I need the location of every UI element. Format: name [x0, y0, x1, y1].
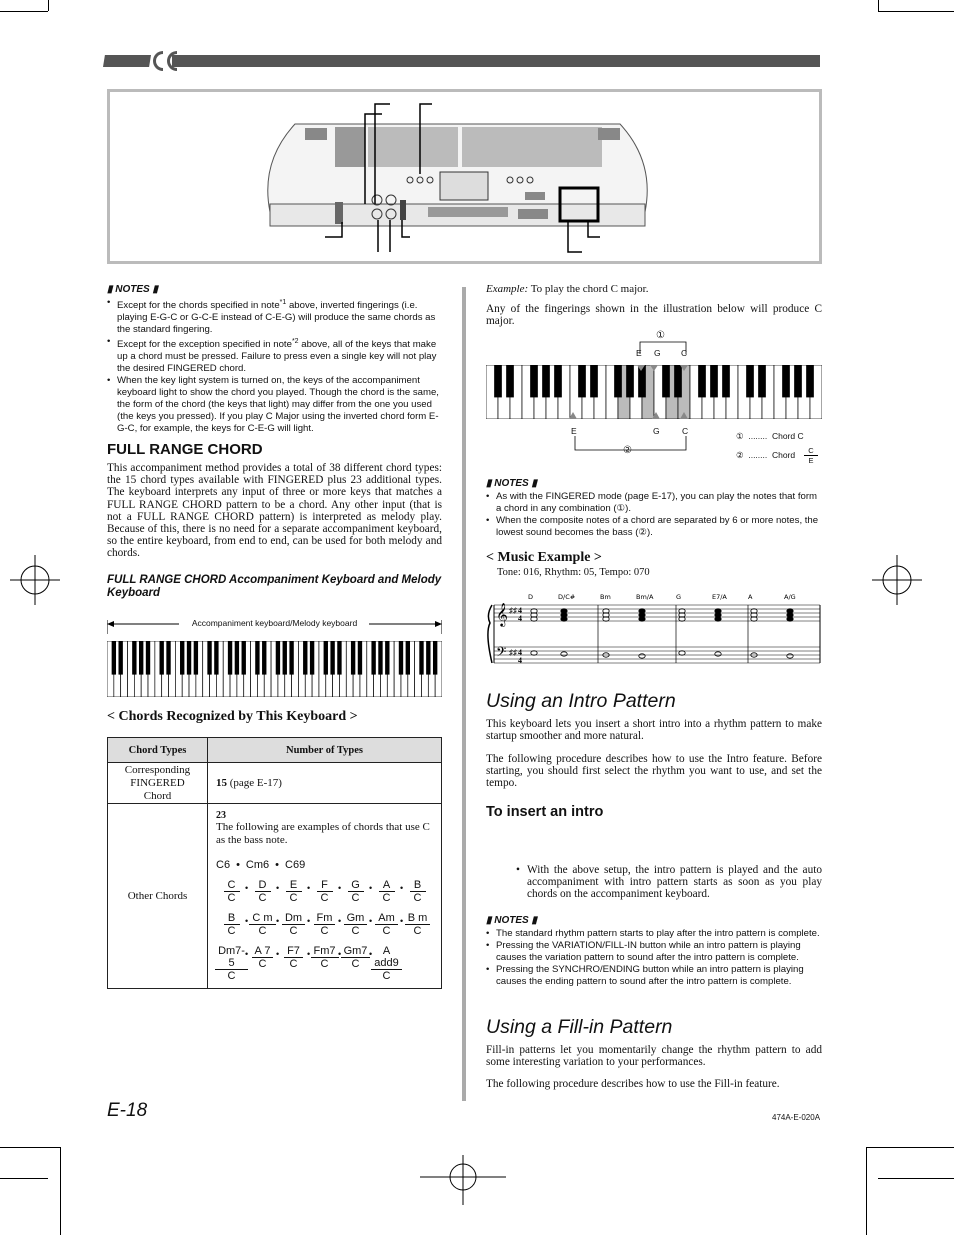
note-head	[715, 617, 721, 621]
black-key	[626, 365, 634, 397]
table-header: Number of Types	[208, 738, 442, 763]
black-key	[433, 641, 437, 675]
chord-fraction: $\frac{F7}{C}$	[278, 945, 309, 982]
black-key	[494, 365, 502, 397]
full-keyboard	[107, 641, 442, 697]
chord-fraction: $\frac{B}{C}$	[216, 912, 247, 937]
black-key	[578, 365, 586, 397]
legend-1: ① ........ Chord C	[736, 431, 804, 441]
black-key	[132, 641, 136, 675]
black-key	[146, 641, 150, 675]
bass-note	[715, 652, 721, 656]
section-title: FULL RANGE CHORD	[107, 441, 263, 458]
chord-symbol: E7/A	[712, 593, 727, 601]
black-key	[337, 641, 341, 675]
black-key	[303, 641, 307, 675]
fill-title: Using a Fill-in Pattern	[486, 1016, 673, 1038]
crop-mark	[60, 1147, 61, 1235]
key-signature: ♯♯	[509, 648, 517, 657]
black-key	[324, 641, 328, 675]
music-score	[486, 585, 822, 675]
example-line: Example: To play the chord C major.	[486, 283, 649, 295]
registration-mark	[10, 555, 60, 605]
black-key	[426, 641, 430, 675]
black-key	[698, 365, 706, 397]
notes-heading: ▮ NOTES ▮	[486, 915, 538, 926]
note-item: • Pressing the SYNCHRO/ENDING button while an intro pattern is playing causes the ending pattern to sound after the intro pattern is complete.	[486, 964, 822, 988]
marker-2: ②	[623, 445, 632, 456]
c-major-keyboard	[486, 365, 822, 419]
black-key	[358, 641, 362, 675]
crop-mark	[866, 1147, 867, 1235]
chord-fraction: $\frac{\text{B m}}{C}$	[402, 912, 433, 937]
black-key	[255, 641, 259, 675]
bass-note	[787, 654, 793, 658]
chord-fraction: $\frac{Fm}{C}$	[309, 912, 340, 937]
black-key	[638, 365, 646, 397]
notes-list	[486, 491, 822, 539]
note-item: • The standard rhythm pattern starts to play after the intro pattern is complete.	[486, 928, 822, 940]
black-key	[330, 641, 334, 675]
black-key	[187, 641, 191, 675]
bass-note	[531, 651, 537, 655]
other-desc: The following are examples of chords that use C as the bass note.	[216, 821, 430, 846]
black-key	[139, 641, 143, 675]
chord-fraction: $\frac{E}{C}$	[278, 879, 309, 904]
intro-p1: This keyboard lets you insert a short intro into a rhythm pattern to make startup smoother and more natural.	[486, 718, 822, 743]
black-key	[782, 365, 790, 397]
time-signature: 4	[518, 606, 522, 615]
notes-list	[486, 928, 822, 988]
black-key	[371, 641, 375, 675]
black-key	[758, 365, 766, 397]
chord-symbol: G	[676, 593, 682, 601]
chord-fraction: $\frac{C}{C}$	[216, 879, 247, 904]
black-key	[746, 365, 754, 397]
chord-fraction: $\frac{\text{A add9}}{C}$	[371, 945, 402, 982]
chord-line-4: $\frac{Dm7-5}{C}$ • $\frac{A 7}{C}$ • $\frac{F7}{C}$ • $\frac{Fm7}{C}$ • $\frac{Gm7}{C}$ • $\frac{\text{A add9}}{C}$	[216, 945, 433, 982]
chord-symbol: D	[528, 593, 534, 601]
black-key	[614, 365, 622, 397]
black-key	[289, 641, 293, 675]
notes-list	[107, 297, 443, 435]
crop-mark	[0, 1147, 60, 1148]
chord-symbol: A/G	[784, 593, 796, 601]
notes-heading: ▮ NOTES ▮	[486, 478, 538, 489]
chord-symbol: C6	[216, 859, 231, 871]
chord-symbol: C69	[285, 859, 306, 871]
chord-line-3: $\frac{B}{C}$ • $\frac{\text{C m}}{C}$ • $\frac{Dm}{C}$ • $\frac{Fm}{C}$ • $\frac{Gm}{C}$ • $\frac{Am}{C}$ • $\frac{\text{B m}}{C}$	[216, 912, 433, 937]
black-key	[112, 641, 116, 675]
black-key	[214, 641, 218, 675]
table-cell: Corresponding FINGERED Chord	[108, 763, 208, 804]
table-cell: 15 (page E-17)	[208, 763, 442, 804]
keyboard-panel-illustration	[107, 89, 822, 264]
legend-2: ② ........ Chord	[736, 450, 796, 460]
black-key	[554, 365, 562, 397]
note-label: E	[571, 426, 577, 436]
fill-p1: Fill-in patterns let you momentarily change the rhythm pattern to add some interesting variation to your performances.	[486, 1044, 822, 1069]
black-key	[385, 641, 389, 675]
black-key	[118, 641, 122, 675]
brace	[488, 605, 492, 663]
note-label: G	[654, 348, 661, 358]
marker-1: ①	[656, 330, 665, 341]
time-signature: 4	[518, 656, 522, 665]
chord-fraction: $\frac{Fm7}{C}$	[309, 945, 340, 982]
panel-drawing	[110, 92, 819, 261]
header-bar-left	[103, 55, 151, 67]
note-head	[787, 617, 793, 621]
chord-fraction: $\frac{F}{C}$	[309, 879, 340, 904]
c-major-figure	[486, 330, 822, 470]
kb-label: Accompaniment keyboard/Melody keyboard	[191, 618, 358, 628]
crop-mark	[0, 1178, 48, 1179]
chord-symbol: Bm	[600, 593, 611, 601]
chord-fraction: $\frac{A}{C}$	[371, 879, 402, 904]
black-key	[242, 641, 246, 675]
bass-note	[679, 651, 685, 655]
black-key	[794, 365, 802, 397]
black-key	[542, 365, 550, 397]
bass-clef: 𝄢	[496, 644, 507, 663]
black-key	[351, 641, 355, 675]
chord-fraction: $\frac{Gm}{C}$	[340, 912, 371, 937]
music-heading: < Music Example >	[486, 550, 602, 565]
black-key	[406, 641, 410, 675]
black-key	[166, 641, 170, 675]
note-item: • When the key light system is turned on, the keys of the accompaniment keyboard light to show the chord you played. Though the chord is the same, the form of the chord (the keys that light) may differ from the one you used (the keys you pressed). If you play C Major using the inverted chord form E-G-C, for example, the keys for C-E-G will light.	[107, 375, 443, 435]
page-number: E-18	[107, 1100, 148, 1121]
chords-heading: < Chords Recognized by This Keyboard >	[107, 709, 358, 724]
note-item: • Pressing the VARIATION/FILL-IN button while an intro pattern is playing causes the variation pattern to sound after the intro pattern is complete.	[486, 940, 822, 964]
bracket-bottom	[486, 420, 726, 460]
note-label: C	[681, 348, 688, 358]
black-key	[662, 365, 670, 397]
header-ornament	[153, 51, 163, 71]
note-label: C	[682, 426, 689, 436]
chord-line-2: $\frac{C}{C}$ • $\frac{D}{C}$ • $\frac{E}{C}$ • $\frac{F}{C}$ • $\frac{G}{C}$ • $\frac{A}{C}$ • $\frac{B}{C}$	[216, 879, 433, 904]
black-key	[228, 641, 232, 675]
black-key	[262, 641, 266, 675]
note-item: • Except for the chords specified in note$^{*1}$ above, inverted fingerings (i.e. playing E-G-C or G-C-E instead of C-E-G) will produce the same chords as the standard fingering.	[107, 297, 443, 336]
bass-note	[561, 652, 567, 656]
black-key	[207, 641, 211, 675]
intro-p2: The following procedure describes how to use the Intro feature. Before starting, you should first select the rhythm you want to use, and set the tempo.	[486, 753, 822, 790]
example-text: Any of the fingerings shown in the illustration below will produce C major.	[486, 303, 822, 328]
crop-mark	[866, 1147, 954, 1148]
black-key	[283, 641, 287, 675]
insert-bullet: • With the above setup, the intro pattern is played and the auto accompaniment with intro pattern starts as soon as you play chords on the accompaniment keyboard.	[516, 864, 822, 901]
bass-note	[639, 654, 645, 658]
registration-mark	[420, 1155, 506, 1205]
black-key	[806, 365, 814, 397]
header-bar	[172, 55, 820, 67]
chord-symbol: Bm/A	[636, 593, 654, 601]
note-item: • When the composite notes of a chord are separated by 6 or more notes, the lowest sound becomes the bass (②).	[486, 515, 822, 539]
black-key	[674, 365, 682, 397]
crop-mark	[878, 1178, 954, 1179]
other-count: 23	[216, 810, 226, 821]
chord-fraction: $\frac{Gm7}{C}$	[340, 945, 371, 982]
black-key	[378, 641, 382, 675]
black-key	[180, 641, 184, 675]
registration-mark	[872, 555, 922, 605]
black-key	[399, 641, 403, 675]
black-key	[160, 641, 164, 675]
crop-mark	[48, 0, 49, 11]
intro-title: Using an Intro Pattern	[486, 690, 676, 712]
sub-title: FULL RANGE CHORD Accompaniment Keyboard and Melody Keyboard	[107, 574, 442, 599]
crop-mark	[0, 11, 48, 12]
chord-symbol: Cm6	[245, 859, 270, 871]
insert-title: To insert an intro	[486, 804, 604, 820]
black-key	[235, 641, 239, 675]
chord-line-1: C6 • Cm6 • C69	[216, 859, 306, 871]
crop-mark	[878, 0, 879, 11]
full-keyboard-figure	[107, 614, 442, 697]
time-signature: 4	[518, 614, 522, 623]
section-body: This accompaniment method provides a total of 38 different chord types: the 15 chord types available with FINGERED plus 23 additional types. The keyboard interprets any input of three or more keys that matches a FULL RANGE CHORD pattern to be a chord. Any other input (that is not a FULL RANGE CHORD pattern) is interpreted as melody play. Because of this, there is no need for a separate accompaniment keyboard, so the entire keyboard, from end to end, can be used for both melody and chords.	[107, 462, 442, 560]
chord-fraction: $\frac{G}{C}$	[340, 879, 371, 904]
chord-fraction: $\frac{Dm7-5}{C}$	[216, 945, 247, 982]
music-sub: Tone: 016, Rhythm: 05, Tempo: 070	[497, 567, 650, 578]
table-cell	[208, 804, 442, 989]
treble-clef: 𝄞	[496, 602, 508, 626]
chord-fraction: $\frac{A 7}{C}$	[247, 945, 278, 982]
note-item: • Except for the exception specified in note$^{*2}$ above, all of the keys that make up a chord must be pressed. Failure to press even a single key will not play the desired FINGERED chord.	[107, 336, 443, 375]
column-divider	[462, 287, 466, 1101]
note-label: E	[636, 348, 642, 358]
time-signature: 4	[518, 648, 522, 657]
crop-mark	[878, 11, 954, 12]
black-key	[276, 641, 280, 675]
note-label: G	[653, 426, 660, 436]
black-key	[419, 641, 423, 675]
chord-table	[107, 737, 442, 989]
black-key	[590, 365, 598, 397]
black-key	[310, 641, 314, 675]
fill-p2: The following procedure describes how to use the Fill-in feature.	[486, 1078, 780, 1090]
chord-symbol: A	[748, 593, 753, 601]
legend-2-fraction: C E	[804, 446, 818, 465]
chord-fraction: $\frac{\text{C m}}{C}$	[247, 912, 278, 937]
doc-code: 474A-E-020A	[772, 1113, 821, 1122]
black-key	[722, 365, 730, 397]
note-head	[639, 617, 645, 621]
black-key	[710, 365, 718, 397]
chord-fraction: $\frac{B}{C}$	[402, 879, 433, 904]
chord-symbol: D/C#	[558, 593, 576, 601]
black-key	[530, 365, 538, 397]
black-key	[194, 641, 198, 675]
chord-fraction: $\frac{D}{C}$	[247, 879, 278, 904]
chord-fraction: $\frac{Am}{C}$	[371, 912, 402, 937]
note-head	[561, 617, 567, 621]
chord-fraction: $\frac{Dm}{C}$	[278, 912, 309, 937]
table-header: Chord Types	[108, 738, 208, 763]
note-item: • As with the FINGERED mode (page E-17), you can play the notes that form a chord in any combination (①).	[486, 491, 822, 515]
black-key	[506, 365, 514, 397]
key-signature: ♯♯	[509, 606, 517, 615]
table-cell: Other Chords	[108, 804, 208, 989]
notes-heading: ▮ NOTES ▮	[107, 284, 159, 295]
